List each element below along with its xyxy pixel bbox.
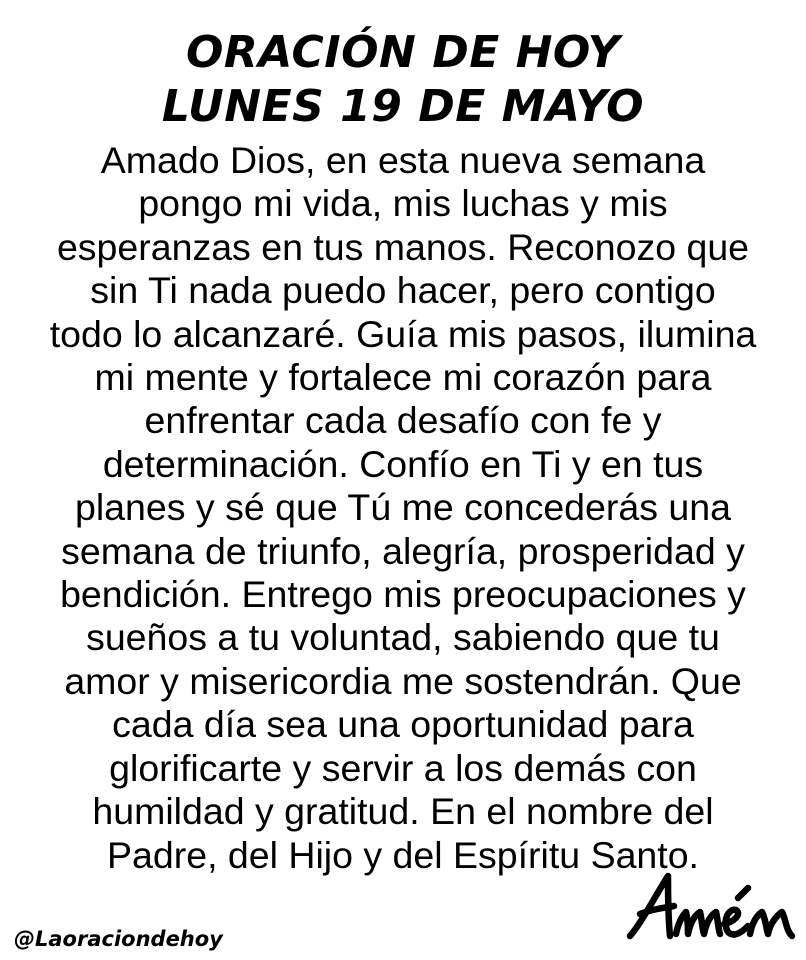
prayer-line: Amado Dios, en esta nueva semana xyxy=(100,139,706,181)
prayer-line: sin Ti nada puedo hacer, pero contigo xyxy=(90,269,716,312)
prayer-line: mi mente y fortalece mi corazón para xyxy=(94,356,712,399)
prayer-line: glorificarte y servir a los demás con xyxy=(109,746,697,789)
prayer-line: cada día sea una oportunidad para xyxy=(112,703,694,746)
prayer-text xyxy=(0,139,806,877)
prayer-line: esperanzas en tus manos. Reconozo que xyxy=(56,225,750,268)
prayer-title xyxy=(0,26,806,134)
prayer-line: sueños a tu voluntad, sabiendo que tu xyxy=(86,616,720,659)
social-handle: @Laoraciondehoy xyxy=(14,927,223,951)
amen-signature xyxy=(624,866,800,952)
title-line-1: ORACIÓN DE HOY xyxy=(186,27,620,78)
prayer-line: bendición. Entrego mis preocupaciones y xyxy=(60,573,746,616)
title-line-2: LUNES 19 DE MAYO xyxy=(161,81,645,132)
prayer-line: determinación. Confío en Ti y en tus xyxy=(102,442,704,485)
prayer-line: amor y misericordia me sostendrán. Que xyxy=(64,659,742,702)
prayer-line: Padre, del Hijo y del Espíritu Santo. xyxy=(107,833,699,876)
prayer-line: humildad y gratitud. En el nombre del xyxy=(92,790,714,833)
prayer-line: semana de triunfo, alegría, prosperidad y xyxy=(61,529,745,572)
prayer-line: planes y sé que Tú me concederás una xyxy=(75,486,731,529)
prayer-line: todo lo alcanzaré. Guía mis pasos, ilumina xyxy=(49,312,757,355)
prayer-line: enfrentar cada desafío con fe y xyxy=(144,399,662,442)
prayer-line: pongo mi vida, mis luchas y mis xyxy=(138,182,668,225)
